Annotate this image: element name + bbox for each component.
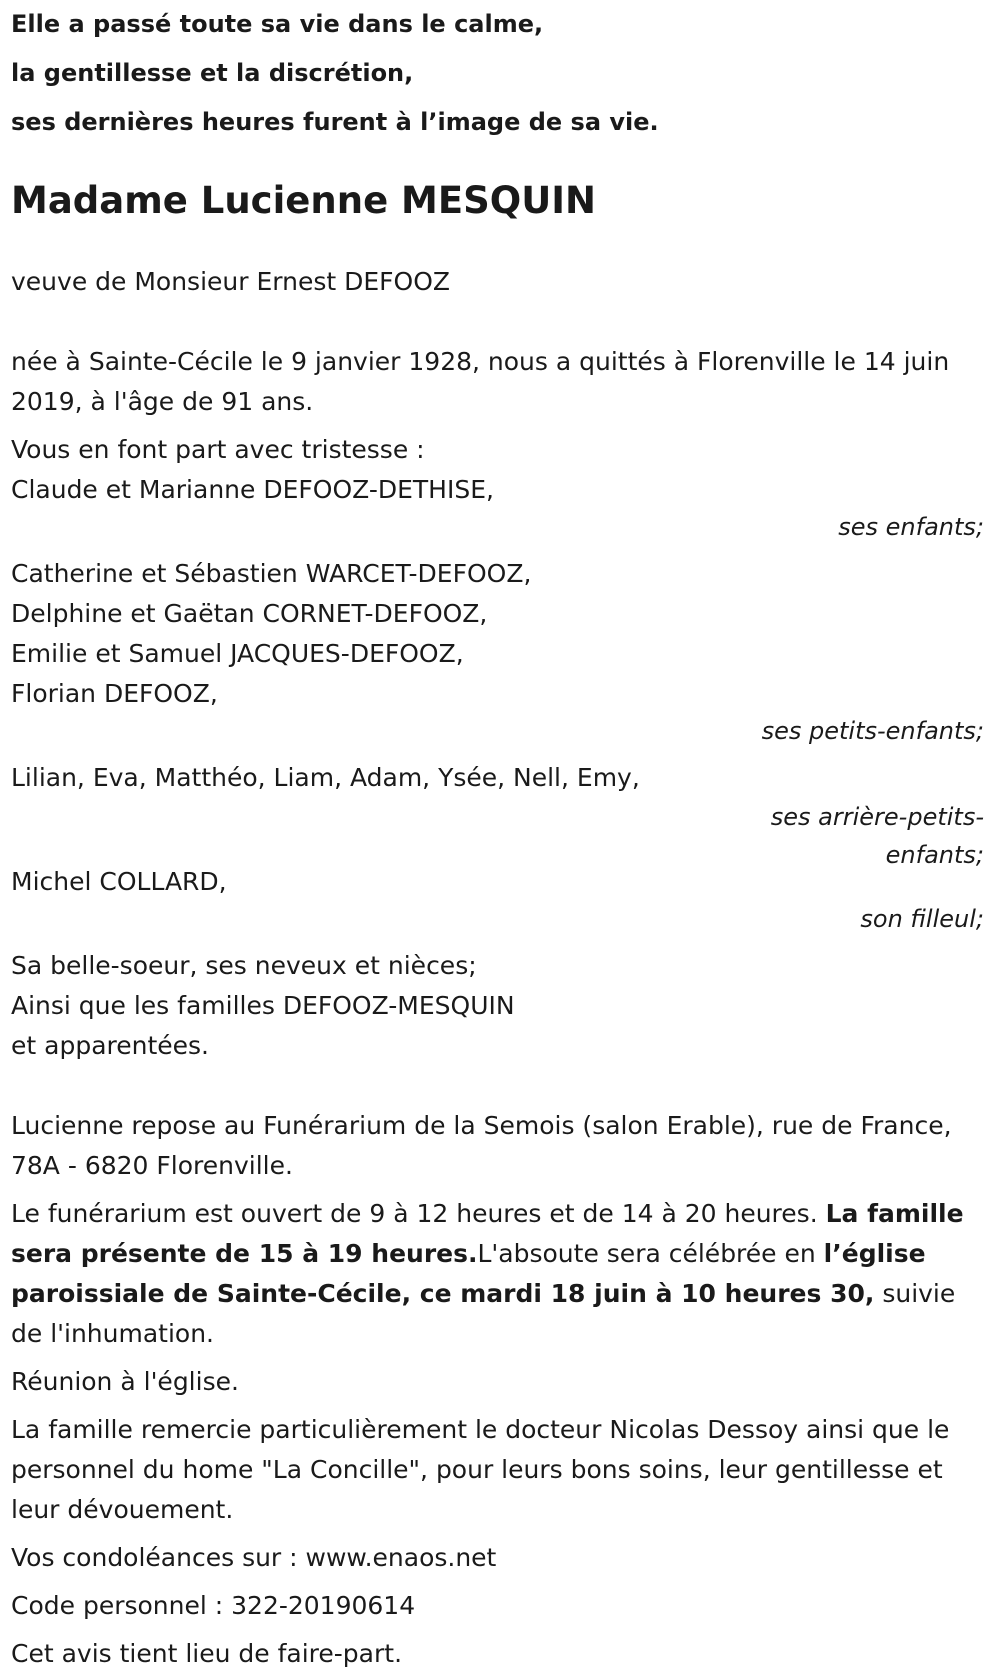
epigraph-line: Elle a passé toute sa vie dans le calme,: [11, 10, 544, 38]
family-member: Delphine et Gaëtan CORNET-DEFOOZ,: [11, 599, 488, 628]
relatives-line: et apparentées.: [11, 1031, 209, 1060]
family-member: Lilian, Eva, Matthéo, Liam, Adam, Ysée, Nell, Emy,: [11, 763, 640, 792]
family-member: Emilie et Samuel JACQUES-DEFOOZ,: [11, 639, 464, 668]
godson-group: [11, 862, 984, 938]
epigraph-line: ses dernières heures furent à l’image de sa vie.: [11, 108, 659, 136]
funeral-home-text: Lucienne repose au Funérarium de la Semois (salon Erable), rue de France, 78A - 6820 Florenville.: [11, 1111, 952, 1180]
visiting-hours-plain: Le funérarium est ouvert de 9 à 12 heures et de 14 à 20 heures.: [11, 1199, 826, 1228]
relatives-line: Ainsi que les familles DEFOOZ-MESQUIN: [11, 991, 515, 1020]
announcement-intro: Vous en font part avec tristesse :: [11, 435, 425, 464]
personal-code-text: Code personnel : 322-20190614: [11, 1591, 416, 1620]
deceased-name: Madame Lucienne MESQUIN: [11, 179, 597, 222]
thanks-text: La famille remercie particulièrement le docteur Nicolas Dessoy ainsi que le personnel du home "La Concille", pour leurs bons soins, leur gentillesse et leur dévouement.: [11, 1415, 950, 1524]
family-member: Florian DEFOOZ,: [11, 679, 218, 708]
great-grandchildren-group: [11, 758, 984, 874]
epigraph-line: la gentillesse et la discrétion,: [11, 59, 414, 87]
godson-role: son filleul;: [860, 905, 984, 933]
family-member: Claude et Marianne DEFOOZ-DETHISE,: [11, 475, 494, 504]
family-presence-bold: La famille sera présente de 15 à 19 heures.: [11, 1199, 964, 1268]
other-relatives-group: [11, 946, 984, 1066]
condolences-text: Vos condoléances sur : www.enaos.net: [11, 1543, 497, 1572]
spouse-line: veuve de Monsieur Ernest DEFOOZ: [11, 267, 451, 296]
meeting-text: Réunion à l'église.: [11, 1367, 239, 1396]
grandchildren-role: ses petits-enfants;: [761, 717, 984, 745]
family-member: Catherine et Sébastien WARCET-DEFOOZ,: [11, 559, 532, 588]
church-details-bold: l’église paroissiale de Sainte-Cécile, ce mardi 18 juin à 10 heures 30,: [11, 1239, 926, 1308]
children-role: ses enfants;: [838, 513, 984, 541]
grandchildren-group: [11, 554, 984, 750]
absolution-plain: L'absoute sera célébrée en: [477, 1239, 824, 1268]
children-group: [11, 470, 984, 546]
relatives-line: Sa belle-soeur, ses neveux et nièces;: [11, 951, 477, 980]
epigraph: [11, 0, 984, 147]
burial-plain: suivie de l'inhumation.: [11, 1279, 956, 1348]
birth-death-text: née à Sainte-Cécile le 9 janvier 1928, nous a quittés à Florenville le 14 juin 2019, à l'âge de 91 ans.: [11, 347, 950, 416]
visiting-hours-text: [11, 1194, 984, 1354]
family-member: Michel COLLARD,: [11, 867, 227, 896]
great-grandchildren-role: ses arrière-petits-enfants;: [770, 803, 984, 869]
notice-text: Cet avis tient lieu de faire-part.: [11, 1639, 403, 1668]
